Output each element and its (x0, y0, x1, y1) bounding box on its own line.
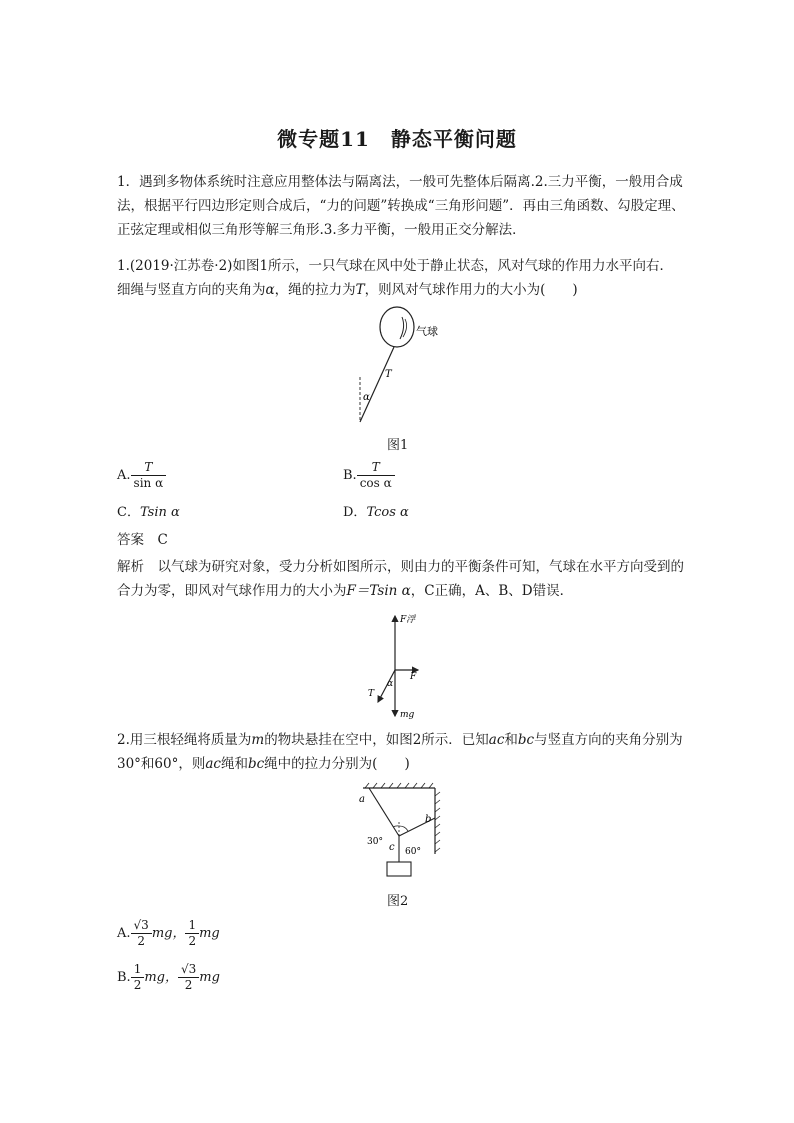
fraction: $\frac{1}{2}$ (185, 918, 199, 949)
fraction: $\frac{1}{2}$ (131, 962, 145, 993)
fraction: $\frac{T}{\text{sin α}}$ (131, 460, 167, 491)
label-b: b (425, 814, 432, 825)
page-title: 微专题11 静态平衡问题 (277, 127, 517, 151)
buoyancy-label: F浮 (400, 615, 416, 625)
figure-2-caption: 图2 (387, 894, 409, 909)
rope-line (360, 347, 394, 422)
tension-label: T (385, 369, 392, 380)
q1-option-b: B. $\frac{T}{\text{cos α}}$ (343, 460, 395, 491)
q1-option-a: A. $\frac{T}{\text{sin α}}$ (117, 460, 166, 491)
q1-option-c: C．Tsin α (117, 505, 180, 520)
angle-alpha-label: α (387, 679, 394, 689)
label-c: c (389, 842, 395, 853)
force-diagram (360, 612, 440, 722)
q1-answer: 答案 C (117, 532, 168, 548)
fraction: $\frac{T}{\text{cos α}}$ (357, 460, 395, 491)
figure-1-caption: 图1 (387, 438, 409, 453)
balloon-shape (380, 307, 414, 347)
q2-option-a: A. $\frac{√3}{2}$ mg， $\frac{1}{2}$ mg (117, 918, 220, 948)
label-30-degrees: 30° (367, 837, 383, 847)
balloon-highlight (400, 317, 404, 339)
block-mass (387, 862, 411, 876)
intro-paragraph: 1．遇到多物体系统时注意应用整体法与隔离法，一般可先整体后隔离.2.三力平衡，一般用合成法，根据平行四边形定则合成后，“力的问题”转换成“三角形问题”．再由三角函数、勾股定理、正弦定理或相似三角形等解三角形.3.多力平衡，一般用正交分解法． (117, 174, 685, 238)
fraction: $\frac{√3}{2}$ (178, 962, 199, 993)
gravity-label: mg (400, 710, 415, 720)
label-60-degrees: 60° (405, 847, 421, 857)
q1-option-d: D．Tcos α (343, 505, 409, 520)
question-2-stem: 2.用三根轻绳将质量为m的物块悬挂在空中，如图2所示．已知ac和bc与竖直方向的夹角分别为30°和60°，则ac绳和bc绳中的拉力分别为( ) (117, 732, 683, 772)
label-a: a (359, 794, 365, 805)
figure-2-ropes (355, 782, 455, 887)
q2-option-b: B. $\frac{1}{2}$ mg， $\frac{√3}{2}$ mg (117, 962, 220, 992)
wind-force-label: F (410, 672, 417, 682)
q1-analysis: 解析 以气球为研究对象，受力分析如图所示，则由力的平衡条件可知，气球在水平方向受到的合力为零，即风对气球作用力的大小为F＝Tsin α，C正确，A、B、D错误． (117, 559, 684, 599)
angle-arc-60 (399, 826, 408, 831)
rope-ac (369, 788, 399, 836)
ceiling-hatch (365, 783, 433, 788)
angle-arc-30 (393, 826, 399, 827)
alpha-label: α (363, 392, 370, 403)
tension-force-label: T (368, 689, 375, 699)
question-1-stem: 1.(2019·江苏卷·2)如图1所示，一只气球在风中处于静止状态，风对气球的作用力水平向右．细绳与竖直方向的夹角为α，绳的拉力为T，则风对气球作用力的大小为( ) (117, 258, 674, 298)
balloon-label: 气球 (416, 325, 438, 338)
fraction: $\frac{√3}{2}$ (131, 918, 152, 949)
wall-hatch (435, 792, 440, 852)
figure-1-balloon (340, 305, 460, 430)
